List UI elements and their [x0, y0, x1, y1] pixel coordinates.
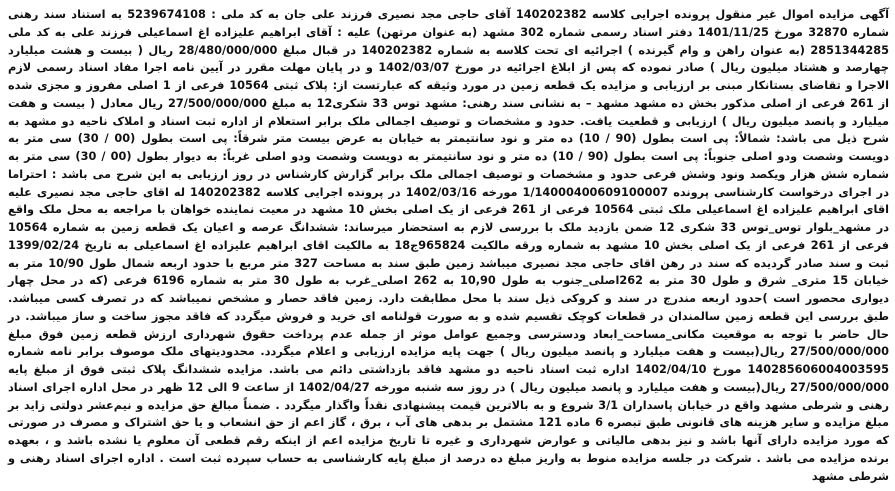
auction-notice	[8, 6, 889, 487]
notice-body: آگهی مزایده اموال غیر منقول پرونده اجرایی کلاسه 140202382 آقای حاجی مجد نصیری فرزند علی جان به کد ملی : 5239674108 به استناد سند رهنی شماره 32870 مورخ 1401/11/25 دفتر اسناد رسمی شماره 302 مشهد (به عنوان مرتهن) علیه : آقای ابراهیم علیزاده اغ اسماعیلی فرزند علی به کد ملی 2851344285 (به عنوان راهن و وام گیرنده ) اجرائیه ای تحت کلاسه به شماره 140202382 در قبال مبلغ 28/480/000/000 ریال ( بیست و هشت میلیارد چهارصد و هشتاد میلیون ریال ) صادر نموده که پس از ابلاغ اجرائیه در مورخ 1402/03/07 و در پایان مهلت مقرر در آیین نامه اجرا مفاد اسناد رسمی لازم الاجرا و تقاضای بستانکار مبنی بر ارزیابی و مزایده یک قطعه زمین در مورد وثیقه که عبارتست از: پلاک ثبتی 10564 فرعی از 1 اصلی مفروز و مجزی شده از 261 فرعی از اصلی مذکور بخش ده مشهد مشهد – به نشانی سند رهنی: مشهد توس 33 شکری12 به مبلغ 27/500/000/000 ریال معادل ( بیست و هفت میلیارد و پانصد میلیون ریال ) ارزیابی و قطعیت یافت. حدود و مشخصات و توصیف اجمالی ملک برابر استعلام از اداره ثبت اسناد و املاک ناحیه دو مشهد به شرح ذیل می باشد: شمالاً: پی است بطول (90 / 10) ده متر و نود سانتیمتر به خیابان به عرض بیست متر شرقاً: پی است بطول (00 / 30) سی متر به دویست وشصت ودو اصلی جنوباً: پی است بطول (90 / 10) ده متر و نود سانتیمتر به دویست وشصت ودو اصلی غرباً: به دیوار بطول (00 / 30) سی متر به شماره شش هزار ویکصد ونود وشش فرعی حدود و مشخصات و توصیف اجمالی ملک برابر گزارش کارشناس در روز ارزیابی به این شرح می باشد : احتراما در اجرای درخواست کارشناسی پرونده 1/14000400609100007 مورخه 1402/03/16 در پرونده اجرایی کلاسه 140202382 له اقای حاجی مجد نصیری علیه اقای ابراهیم علیزاده اغ اسماعیلی ملک ثبتی 10564 فرعی از 261 فرعی از یک اصلی بخش 10 مشهد در معیت نماینده خواهان با مراجعه به محل ملک واقع در مشهد_بلوار توس_توس 33 شکری 12 ضمن بازدید ملک با بررسی لازم به استحضار میرساند: ششدانگ عرصه و اعیان یک قطعه زمین به شماره 10564 فرعی از 261 فرعی از یک اصلی بخش 10 مشهد به شماره ورقه مالکیت 965824ج18 به مالکیت اقای ابراهیم علیزاده اغ اسماعیلی به تاریخ 1399/02/24 ثبت و سند صادر گردیده که سند در رهن اقای حاجی مجد نصیری میباشد زمین طبق سند به مساحت 327 متر مربع با حدود اربعه شمال طول 10/90 متر به خیابان 15 متری_ شرق و طول 30 متر به 262اصلی_جنوب به طول 10,90 به 262 اصلی_غرب به طول 30 متر به شماره 6196 فرعی (که در محل چهار دیواری محصور است )حدود اربعه مندرج در سند و کروکی ذیل سند با محل مطابقت دارد. زمین فاقد حصار و مشخص نمیباشد که در تصرف کسی میباشد. طبق بررسی این قطعه زمین سالمندان در قطعات کوچک تقسیم شده و به صورت قولنامه ای خرید و فروش میگردد که فاقد مجوز ساخت و ساز میباشد. در حال حاضر با توجه به موقعیت مکانی_مساحت_ابعاد ودسترسی وجمیع عوامل موثر از جمله عدم پرداخت حقوق شهرداری ارزش قطعه زمین فوق مبلغ 27/500/000/000 ریال(بیست و هفت میلیارد و پانصد میلیون ریال ) جهت پایه مزایده ارزیابی و اعلام میگردد. محدودیتهای ملک موصوف برابر نامه شماره 140285606004003595 مورخ 1402/04/10 اداره ثبت اسناد ناحیه دو مشهد فاقد بازداشتی دائم می باشد. مزایده ششدانگ پلاک ثبتی فوق از مبلغ پایه 27/500/000/000 ریال(بیست و هفت میلیارد و پانصد میلیون ریال ) در روز سه شنبه مورخه 1402/04/27 از ساعت 9 الی 12 ظهر در محل اداره اجرای اسناد رهنی و شرطی مشهد واقع در خیابان پاسداران 3/1 شروع و به بالاترین قیمت پیشنهادی نقداً واگذار میگردد . ضمناً مبالغ حق مزایده و نیم‌عشر دولتی زاید بر مبلغ مزایده و سایر هزینه های قانونی طبق تبصره 6 ماده 121 مشتمل بر بدهی های آب ، برق ، گاز اعم از حق انشعاب و یا حق اشتراک و مصرف در صورتی که مورد مزایده دارای آنها باشد و نیز بدهی مالیاتی و عوارض شهرداری و غیره تا تاریخ مزایده اعم از اینکه رقم قطعی آن معلوم یا نشده باشد و ، بعهده برنده مزایده می باشد . شرکت در جلسه مزایده منوط به واریز مبلغ ده درصد از مبلغ پایه کارشناسی به حساب سپرده ثبت است . اداره اجرای اسناد رهنی و شرطی مشهد	[8, 8, 890, 483]
